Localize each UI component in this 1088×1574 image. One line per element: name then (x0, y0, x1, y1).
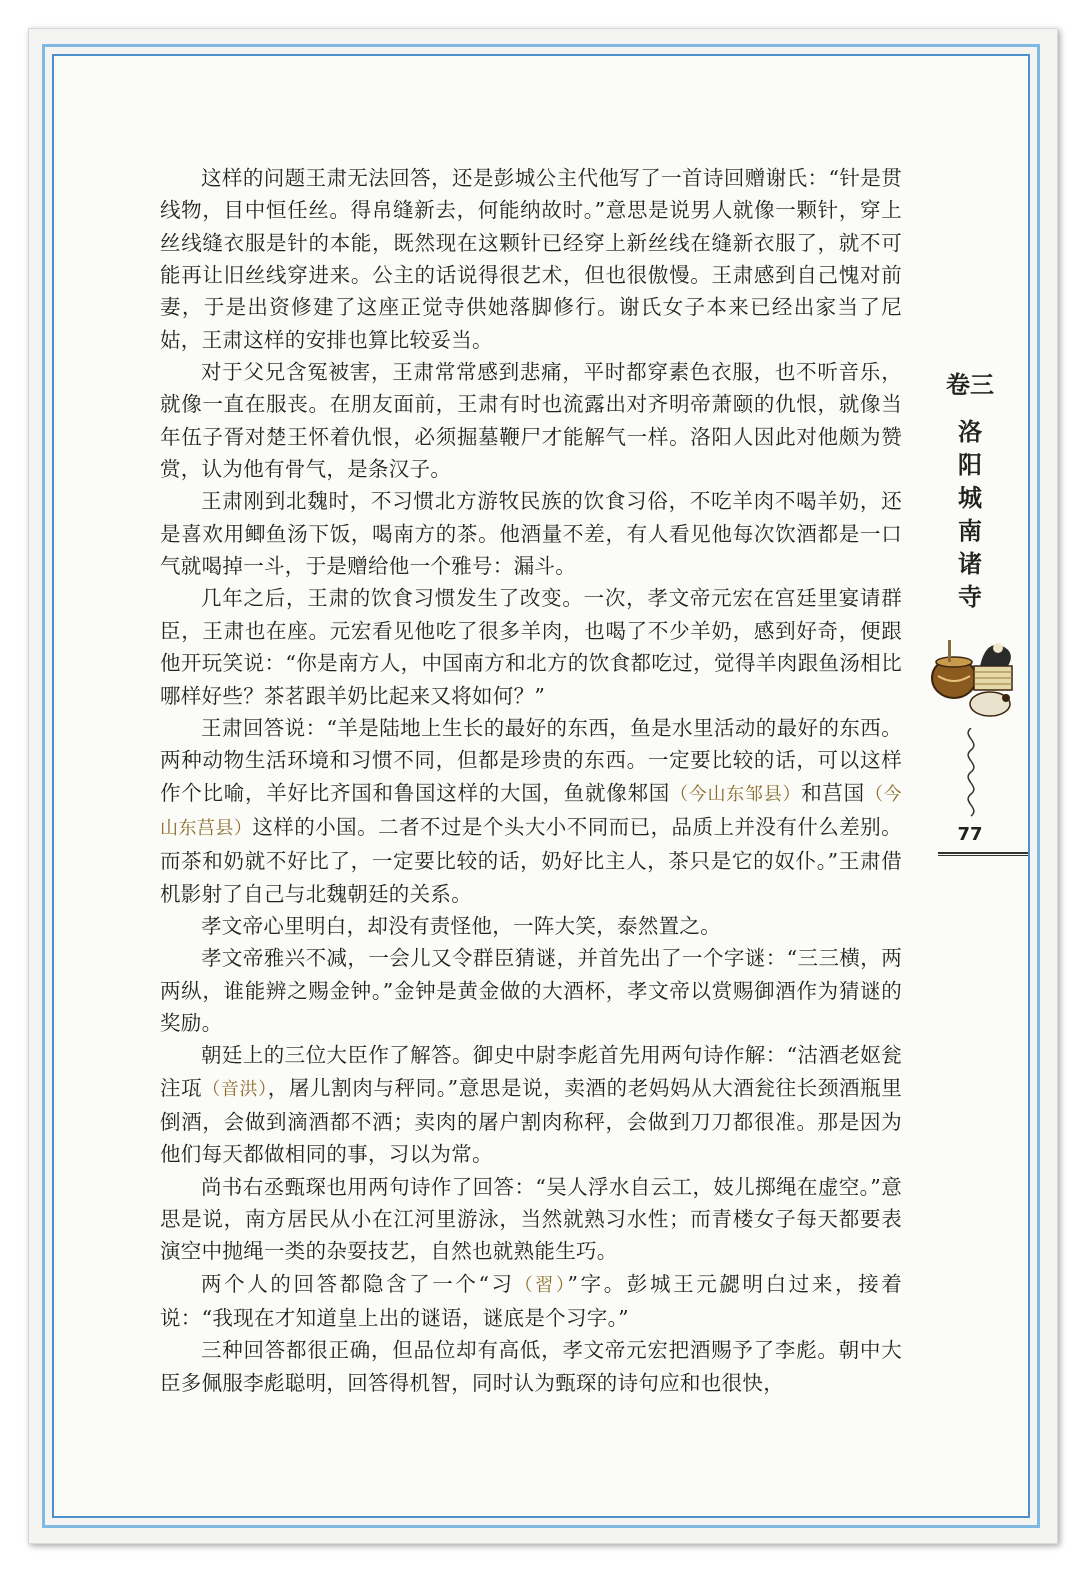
chapter-side-title (946, 368, 994, 613)
paragraph-4: 几年之后，王肃的饮食习惯发生了改变。一次，孝文帝元宏在宫廷里宴请群臣，王肃也在座。元宏看见他吃了很多羊肉，也喝了不少羊奶，感到好奇，便跟他开玩笑说：“你是南方人，中国南方和北方的饮食都吃过，觉得羊肉跟鱼汤相比哪样好些？茶茗跟羊奶比起来又将如何？” (160, 586, 902, 708)
volume-label: 卷三 (946, 370, 994, 399)
paragraph-5-part-b: 和莒国 (801, 780, 865, 805)
title-char: 寺 (958, 582, 982, 611)
paragraph-10-part-b: ”字。彭城王元勰明白过来，接着说：“我现在才知道皇上出的谜语，谜底是个习字。” (160, 1271, 903, 1331)
annotation-traditional-char: （習） (514, 1274, 568, 1296)
title-char: 诸 (958, 549, 982, 578)
annotation-zou: （今山东邹县） (669, 783, 802, 805)
title-char: 洛 (958, 417, 982, 446)
paragraph-10-part-a: 两个人的回答都隐含了一个“习 (201, 1271, 515, 1296)
annotation-pronunciation: （音洪） (202, 1078, 268, 1100)
paragraph-6: 孝文帝心里明白，却没有责怪他，一阵大笑，泰然置之。 (201, 913, 721, 938)
annotation-ju: （今山东莒县） (160, 783, 902, 839)
paragraph-5-part-c: 这样的小国。二者不过是个头大小不同而已，品质上并没有什么差别。而茶和奶就不好比了，一定要比较的话，奶好比主人，茶只是它的奴仆。”王肃借机影射了自己与北魏朝廷的关系。 (160, 814, 902, 906)
paragraph-5 (160, 712, 902, 910)
paragraph-5-part-a: 王肃回答说：“羊是陆地上生长的最好的东西，鱼是水里活动的最好的东西。两种动物生活环境和习惯不同，但都是珍贵的东西。一定要比较的话，可以这样作个比喻，羊好比齐国和鲁国这样的大国，鱼就像邾国 (160, 715, 902, 805)
paragraph-8-part-b: ，屠儿割肉与秤同。”意思是说，卖酒的老妈妈从大酒瓮往长颈酒瓶里倒酒，会做到滴酒都不洒；卖肉的屠户割肉称秤，会做到刀刀都很准。那是因为他们每天都做相同的事，习以为常。 (160, 1075, 902, 1167)
title-char: 阳 (958, 450, 982, 479)
body-text (160, 162, 902, 1399)
paragraph-8 (160, 1039, 902, 1170)
page-number: 77 (957, 824, 983, 845)
paragraph-9: 尚书右丞甄琛也用两句诗作了回答：“吴人浮水自云工，妓儿掷绳在虚空。”意思是说，南方居民从小在江河里游泳，当然就熟习水性；而青楼女子每天都要表演空中抛绳一类的杂耍技艺，自然也就熟能生巧。 (160, 1174, 902, 1264)
title-char: 南 (958, 516, 982, 545)
paragraph-3: 王肃刚到北魏时，不习惯北方游牧民族的饮食习俗，不吃羊肉不喝羊奶，还是喜欢用鲫鱼汤下饭，喝南方的茶。他酒量不差，有人看见他每次饮酒都是一口气就喝掉一斗，于是赠给他一个雅号：漏斗。 (160, 489, 902, 579)
paragraph-11: 三种回答都很正确，但品位却有高低，孝文帝元宏把酒赐予了李彪。朝中大臣多佩服李彪聪明，回答得机智，同时认为甄琛的诗句应和也很快， (160, 1338, 902, 1395)
paragraph-10 (160, 1268, 902, 1335)
page-number-rule (938, 852, 1028, 856)
incense-burner-illustration (924, 626, 1024, 722)
paragraph-2: 对于父兄含冤被害，王肃常常感到悲痛，平时都穿素色衣服，也不听音乐，就像一直在服丧。在朋友面前，王肃有时也流露出对齐明帝萧颐的仇恨，就像当年伍子胥对楚王怀着仇恨，必须掘墓鞭尸才能解气一样。洛阳人因此对他颇为赞赏，认为他有骨气，是条汉子。 (160, 360, 902, 482)
paragraph-1: 这样的问题王肃无法回答，还是彭城公主代他写了一首诗回赠谢氏：“针是贯线物，目中恒任丝。得帛缝新去，何能纳故时。”意思是说男人就像一颗针，穿上丝线缝衣服是针的本能，既然现在这颗针已经穿上新丝线在缝新衣服了，就不可能再让旧丝线穿进来。公主的话说得很艺术，但也很傲慢。王肃感到自己愧对前妻，于是出资修建了这座正觉寺供她落脚修行。谢氏女子本来已经出家当了尼姑，王肃这样的安排也算比较妥当。 (160, 166, 902, 352)
wave-ornament (956, 728, 986, 820)
paragraph-8-part-a: 朝廷上的三位大臣作了解答。御史中尉李彪首先用两句诗作解：“沽酒老妪瓮注瓨 (160, 1043, 902, 1100)
paragraph-7: 孝文帝雅兴不减，一会儿又令群臣猜谜，并首先出了一个字谜：“三三横，两两纵，谁能辨之赐金钟。”金钟是黄金做的大酒杯，孝文帝以赏赐御酒作为猜谜的奖励。 (160, 946, 902, 1035)
title-char: 城 (958, 483, 982, 512)
